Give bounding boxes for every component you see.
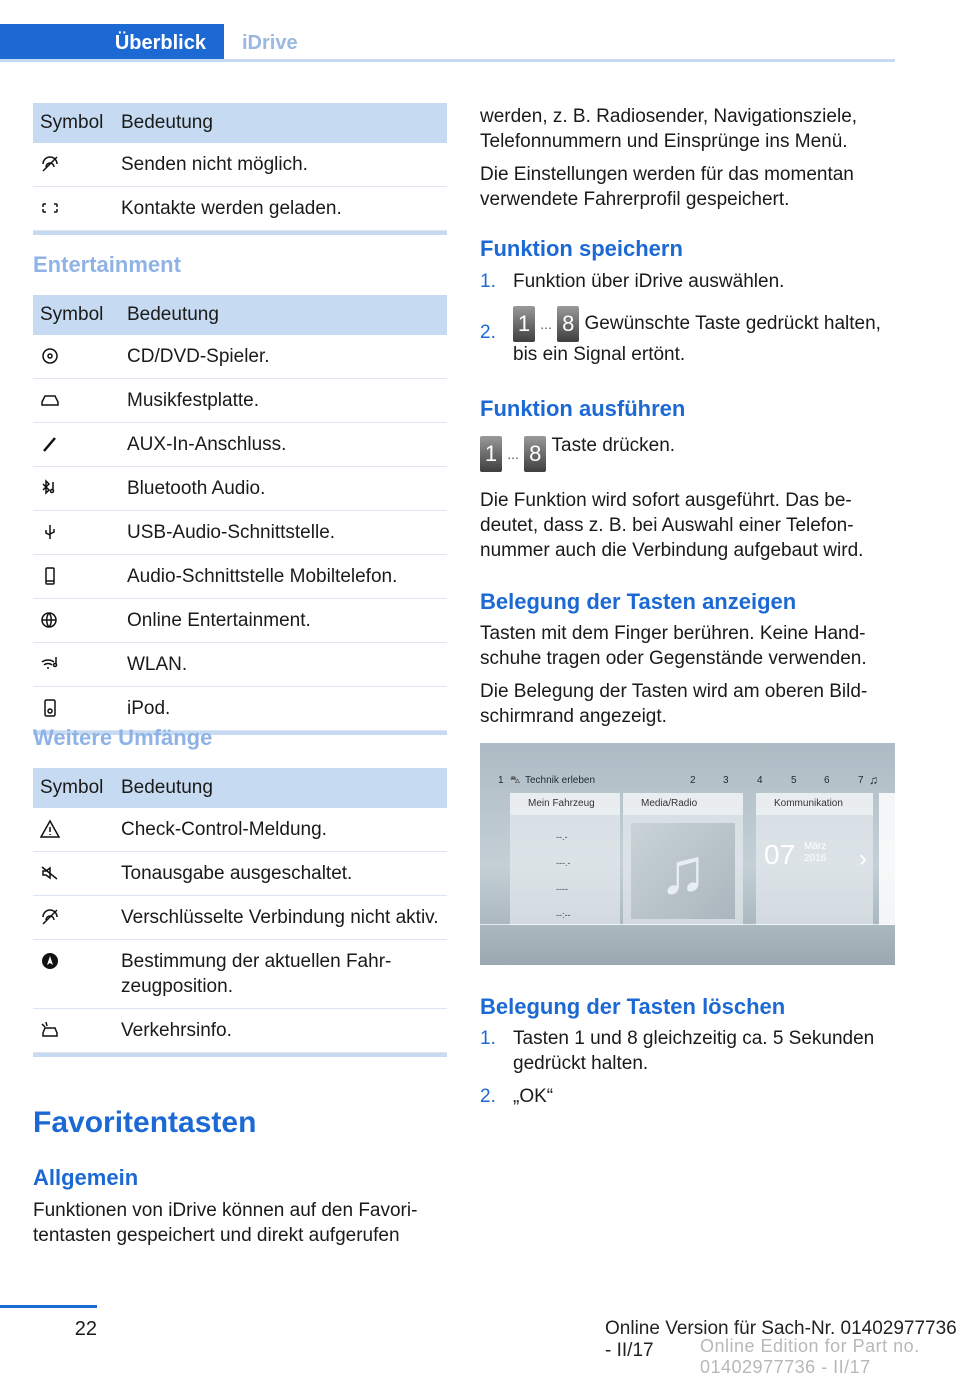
step-number: 1. (480, 271, 496, 292)
row-text: Bestimmung der aktuellen Fahrzeugposition. (121, 951, 392, 997)
row-text: Kontakte werden geladen. (121, 198, 342, 219)
card-mein-fahrzeug (510, 793, 620, 925)
table-row (33, 940, 447, 1009)
watermark: Online Edition for Part no. 01402977736 - II/17 (700, 1336, 920, 1377)
fav-number: 2 (690, 775, 696, 786)
wlan-icon (40, 654, 60, 674)
row-text: USB-Audio-Schnittstelle. (127, 522, 336, 543)
table-header (33, 768, 447, 808)
row-text: Audio-Schnittstelle Mobiltelefon. (127, 566, 398, 587)
fav-number: 3 (723, 775, 729, 786)
subtitle-funktion-ausfuehren: Funktion ausführen (480, 396, 686, 421)
aux-plug-icon (40, 434, 60, 454)
favorites-bar (480, 771, 895, 793)
list-item (480, 1026, 896, 1078)
key-press-line (480, 436, 896, 472)
col-symbol-header: Symbol (40, 304, 104, 325)
table-row (33, 896, 447, 940)
paragraph-intro2: Die Einstellungen werden für das momentan verwendete Fahrerprofil gespeichert. (480, 164, 854, 210)
usb-icon (40, 522, 60, 542)
paragraph-anzeigen-1: Tasten mit dem Finger berühren. Keine Handschuhe tragen oder Gegenstände verwenden. (480, 623, 867, 669)
contacts-loading-icon (40, 198, 60, 218)
fav-label: Technik erleben (525, 775, 596, 786)
row-text: AUX-In-Anschluss. (127, 434, 287, 455)
symbol-table-communication (33, 103, 447, 235)
paragraph-intro: werden, z. B. Radiosender, Navigationsziele, Telefonnummern und Einsprünge ins Menü. (480, 106, 858, 152)
subtitle-allgemein: Allgemein (33, 1165, 139, 1190)
step-number: 2. (480, 1086, 496, 1107)
table-row (33, 599, 447, 643)
row-text: Check-Control-Meldung. (121, 819, 327, 840)
step-number: 2. (480, 322, 496, 343)
tab-idrive[interactable]: iDrive (242, 31, 298, 54)
list-item (480, 1084, 896, 1109)
paragraph-ausfuehren: Die Funktion wird sofort ausgeführt. Das bedeutet, dass z. B. bei Auswahl einer Telefonnummer auch die Verbindung aufgebaut wird. (480, 490, 864, 561)
card-title: Media/Radio (623, 793, 743, 815)
footer-rule (0, 1305, 97, 1308)
row-text: Musikfestplatte. (127, 390, 259, 411)
list-item (480, 306, 896, 366)
favorite-key-1: 1 (480, 436, 502, 472)
row-text: Bluetooth Audio. (127, 478, 266, 499)
chapter-title-favoritentasten: Favoritentasten (33, 1106, 257, 1139)
card-next-partial (879, 793, 899, 925)
table-end-rule (33, 231, 447, 235)
table-row (33, 852, 447, 896)
music-note-icon: ♫ (631, 823, 735, 919)
music-note-icon: ♫ (869, 773, 878, 787)
fav-number: 6 (824, 775, 830, 786)
fav-number: 1 (498, 775, 504, 786)
table-row (33, 423, 447, 467)
paragraph-allgemein: Funktionen von iDrive können auf den Favoritentasten gespeichert und direkt aufgerufen (33, 1200, 418, 1246)
fav-number: 5 (791, 775, 797, 786)
online-entertainment-icon (40, 610, 60, 630)
row-text: Online Entertainment. (127, 610, 311, 631)
table-row (33, 808, 447, 852)
subtitle-belegung-loeschen: Belegung der Tasten löschen (480, 994, 786, 1019)
step-text: Funktion über iDrive auswählen. (513, 271, 785, 292)
row-text: Verschlüsselte Verbindung nicht aktiv. (121, 907, 439, 928)
tab-ueberblick[interactable]: Überblick (0, 24, 224, 62)
favorite-key-8: 8 (524, 436, 546, 472)
table-row (33, 1009, 447, 1053)
table-row (33, 335, 447, 379)
no-send-icon (40, 154, 60, 174)
fav-number: 4 (757, 775, 763, 786)
tabbar-underline (0, 59, 895, 62)
table-row (33, 379, 447, 423)
card-media-radio (623, 793, 743, 925)
row-text: CD/DVD-Spieler. (127, 346, 270, 367)
section-title-weitere: Weitere Umfänge (33, 725, 213, 750)
unencrypted-connection-icon (40, 907, 60, 927)
position-pin-icon (40, 951, 60, 971)
table-row (33, 555, 447, 599)
calendar-day: 07 (764, 839, 796, 870)
online-version-note: Online Version für Sach-Nr. 01402977736 - II/17 (605, 1318, 957, 1361)
table-row (33, 643, 447, 687)
col-meaning-header: Bedeutung (121, 777, 213, 798)
card-value: ---- (556, 884, 568, 894)
table-header (33, 103, 447, 143)
col-symbol-header: Symbol (40, 777, 104, 798)
card-kommunikation (756, 793, 873, 925)
row-text: Senden nicht möglich. (121, 154, 308, 175)
table-row (33, 187, 447, 231)
card-value: ---.- (556, 858, 571, 868)
screen-divider (480, 924, 895, 925)
symbol-table-entertainment (33, 295, 447, 735)
col-meaning-header: Bedeutung (127, 304, 219, 325)
cd-icon (40, 346, 60, 366)
page-number: 22 (74, 1318, 97, 1340)
step-text: Tasten 1 und 8 gleichzeitig ca. 5 Sekunden gedrückt halten. (513, 1028, 875, 1074)
row-text: WLAN. (127, 654, 188, 675)
table-row (33, 467, 447, 511)
step-text: Gewünschte Taste gedrückt halten, bis ein Signal ertönt. (513, 313, 881, 365)
warning-triangle-icon (40, 819, 60, 839)
mobile-phone-icon (40, 566, 60, 586)
table-end-rule (33, 1053, 447, 1057)
col-symbol-header: Symbol (40, 112, 104, 133)
row-text: Tonausgabe ausgeschaltet. (121, 863, 353, 884)
car-icon: ⛍ (510, 775, 521, 786)
traffic-info-icon (40, 1020, 60, 1040)
chevron-right-icon: › (859, 845, 867, 872)
idrive-screen-image (480, 743, 895, 965)
subtitle-belegung-anzeigen: Belegung der Tasten anzeigen (480, 589, 797, 614)
col-meaning-header: Bedeutung (121, 112, 213, 133)
harddisk-icon (40, 390, 60, 410)
step-number: 1. (480, 1028, 496, 1049)
subtitle-funktion-speichern: Funktion speichern (480, 236, 683, 261)
paragraph-anzeigen-2: Die Belegung der Tasten wird am oberen Bildschirmrand angezeigt. (480, 681, 868, 727)
symbol-table-weitere (33, 768, 447, 1057)
key-ellipsis: ... (540, 316, 552, 333)
calendar-year: 2016 (804, 853, 827, 864)
row-text: iPod. (127, 698, 171, 719)
step-text: „OK“ (513, 1086, 554, 1107)
chapter-tabbar (0, 24, 895, 62)
card-value: --.- (556, 832, 568, 842)
calendar-month: März (804, 841, 827, 852)
card-title: Mein Fahrzeug (510, 793, 620, 815)
ipod-icon (40, 698, 60, 718)
section-title-entertainment: Entertainment (33, 252, 181, 277)
list-item (480, 269, 896, 294)
card-title: Kommunikation (756, 793, 873, 815)
favorite-key-1: 1 (513, 306, 535, 342)
table-row (33, 511, 447, 555)
card-value: --:-- (556, 910, 571, 920)
table-row (33, 143, 447, 187)
table-header (33, 295, 447, 335)
fav-number: 7 (858, 775, 864, 786)
row-text: Verkehrsinfo. (121, 1020, 232, 1041)
key-press-text: Taste drücken. (551, 435, 676, 456)
bluetooth-audio-icon (40, 478, 60, 498)
key-ellipsis: ... (507, 446, 519, 463)
speaker-muted-icon (40, 863, 60, 883)
favorite-key-8: 8 (557, 306, 579, 342)
